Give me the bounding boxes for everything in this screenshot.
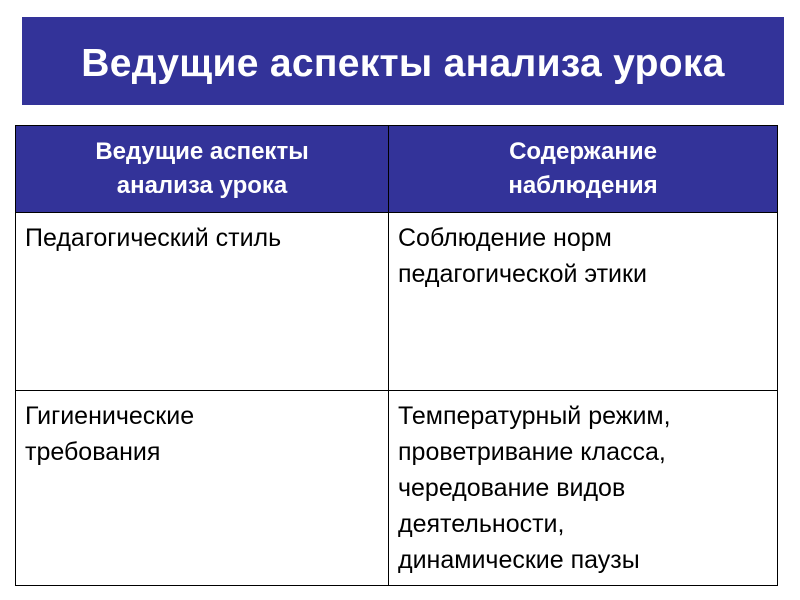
aspect-cell: [16, 391, 389, 586]
aspects-table: [15, 125, 778, 586]
title-banner: [22, 17, 784, 105]
table-row: [16, 391, 778, 586]
header-line: наблюдения: [508, 172, 658, 199]
cell-line: Гигиенические: [25, 402, 195, 430]
slide-title: Ведущие аспекты анализа урока: [81, 42, 725, 85]
cell-line: проветривание класса,: [398, 438, 666, 466]
cell-line: Соблюдение норм: [398, 224, 612, 252]
cell-line: деятельности,: [398, 510, 565, 538]
header-line: Ведущие аспекты: [95, 138, 309, 165]
content-cell: [389, 391, 778, 586]
header-line: анализа урока: [116, 172, 288, 199]
table-header-row: [16, 126, 778, 213]
cell-line: Педагогический стиль: [25, 224, 282, 252]
header-cell-content: [389, 126, 778, 213]
header-line: Содержание: [509, 138, 657, 165]
cell-line: динамические паузы: [398, 546, 640, 574]
header-cell-aspects: [16, 126, 389, 213]
content-cell: [389, 213, 778, 391]
aspect-cell: [16, 213, 389, 391]
cell-line: Температурный режим,: [398, 402, 671, 430]
cell-line: педагогической этики: [398, 260, 647, 288]
table-row: [16, 213, 778, 391]
cell-line: чередование видов: [398, 474, 626, 502]
cell-line: требования: [25, 438, 161, 466]
